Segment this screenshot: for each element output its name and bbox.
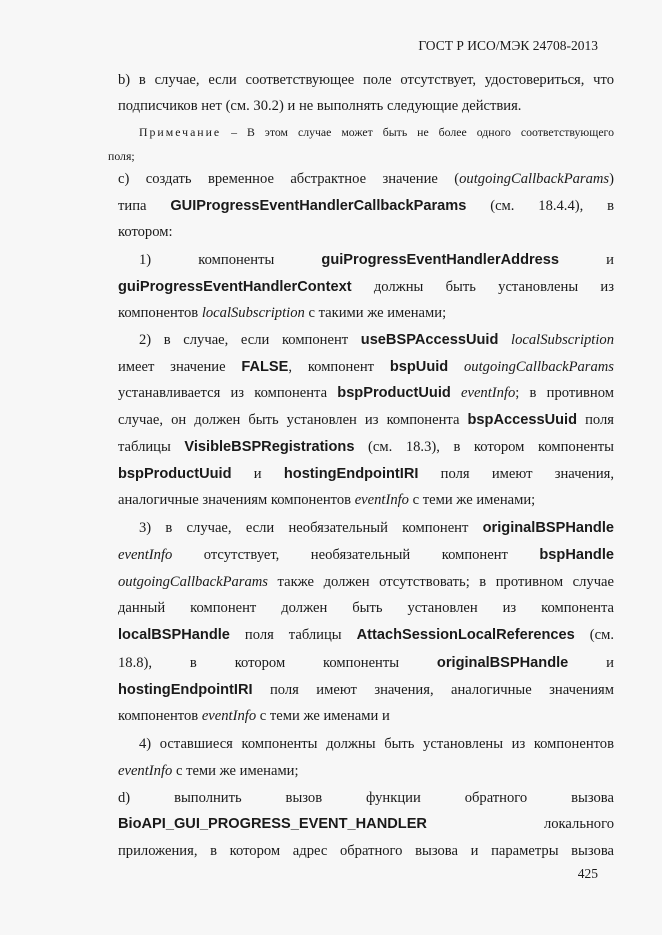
- item-d-line-1: d) выполнить вызов функции обратного вызова: [118, 790, 614, 806]
- note-label: Примечание: [139, 125, 222, 139]
- item-c-line-2: типа GUIProgressEventHandlerCallbackParams (см. 18.4.4), в: [118, 198, 614, 214]
- item-c2-line-1: 2) в случае, если компонент useBSPAccessUuid localSubscription: [139, 332, 614, 348]
- item-c3-line-6: 18.8), в котором компоненты originalBSPHandle и: [118, 655, 614, 671]
- item-c2-line-7: аналогичные значениям компонентов eventInfo с теми же именами;: [118, 492, 536, 508]
- item-b-line-2: подписчиков нет (см. 30.2) и не выполнять следующие действия.: [118, 98, 522, 114]
- page-number: 425: [577, 866, 598, 881]
- item-b-line-1: b) в случае, если соответствующее поле отсутствует, удостовериться, что: [118, 72, 614, 88]
- item-c3-line-2: eventInfo отсутствует, необязательный компонент bspHandle: [118, 547, 614, 563]
- note-line-1: Примечание – В этом случае может быть не более одного соответствующего: [139, 125, 614, 139]
- item-c3-line-1: 3) в случае, если необязательный компонент originalBSPHandle: [139, 520, 614, 536]
- running-header: ГОСТ Р ИСО/МЭК 24708-2013: [418, 38, 598, 53]
- item-c3-line-8: компонентов eventInfo с теми же именами и: [118, 708, 390, 724]
- item-c2-line-2: имеет значение FALSE, компонент bspUuid outgoingCallbackParams: [118, 359, 614, 375]
- item-c1-line-3: компонентов localSubscription с такими же именами;: [118, 305, 447, 321]
- item-c3-line-5: localBSPHandle поля таблицы AttachSessionLocalReferences (см.: [118, 627, 614, 643]
- item-c4-line-1: 4) оставшиеся компоненты должны быть установлены из компонентов: [139, 736, 614, 752]
- item-c1-line-1: 1) компоненты guiProgressEventHandlerAddress и: [139, 252, 614, 268]
- note-line-2: поля;: [108, 149, 135, 163]
- item-c2-line-6: bspProductUuid и hostingEndpointIRI поля имеют значения,: [118, 466, 614, 482]
- item-c1-line-2: guiProgressEventHandlerContext должны быть установлены из: [118, 279, 614, 295]
- item-c2-line-5: таблицы VisibleBSPRegistrations (см. 18.3), в котором компоненты: [118, 439, 614, 455]
- item-c3-line-7: hostingEndpointIRI поля имеют значения, аналогичные значениям: [118, 682, 614, 698]
- item-c4-line-2: eventInfo с теми же именами;: [118, 763, 299, 779]
- item-d-line-2: BioAPI_GUI_PROGRESS_EVENT_HANDLER локального: [118, 816, 614, 832]
- item-c-line-1: c) создать временное абстрактное значение (outgoingCallbackParams): [118, 171, 614, 187]
- item-c2-line-3: устанавливается из компонента bspProductUuid eventInfo; в противном: [118, 385, 614, 401]
- item-d-line-3: приложения, в котором адрес обратного вызова и параметры вызова: [118, 843, 614, 859]
- item-c-line-3: котором:: [118, 224, 173, 240]
- item-c3-line-3: outgoingCallbackParams также должен отсутствовать; в противном случае: [118, 574, 614, 590]
- item-c3-line-4: данный компонент должен быть установлен из компонента: [118, 600, 614, 616]
- item-c2-line-4: случае, он должен быть установлен из компонента bspAccessUuid поля: [118, 412, 615, 428]
